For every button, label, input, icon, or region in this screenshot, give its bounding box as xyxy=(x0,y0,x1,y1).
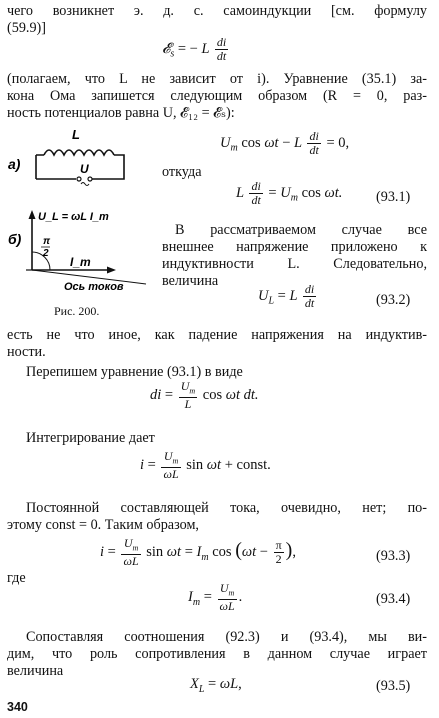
text-line: Интегрирование дает xyxy=(26,430,155,446)
fig-label-U: U xyxy=(80,162,89,176)
text-line: чего возникнет э. д. с. самоиндукции [см. формулу xyxy=(7,3,427,19)
page-number: 340 xyxy=(7,700,28,714)
fig-label-2: 2 xyxy=(43,248,49,259)
text-line: величина xyxy=(162,273,219,289)
text-line: индуктивности L. Следовательно, xyxy=(162,256,427,272)
figure-phasor-diagram xyxy=(6,208,156,296)
text-line: ность потенциалов равна U, 𝓔₁₂ = 𝓔ₛ): xyxy=(7,105,235,121)
fig-label-UL: U_L = ωL I_m xyxy=(38,211,109,223)
fig-label-pi: π xyxy=(43,236,51,247)
eq-number: (93.2) xyxy=(376,292,411,308)
text-line: дим, что роль сопротивления в данном случае играет xyxy=(7,646,427,662)
text-line: величина xyxy=(7,663,64,679)
fig-label-b: б) xyxy=(8,231,22,247)
text-line: внешнее напряжение приложено к xyxy=(162,239,427,255)
text-line: ности. xyxy=(7,344,46,360)
fig-label-Im: I_m xyxy=(70,255,91,269)
text-line: Перепишем уравнение (93.1) в виде xyxy=(26,364,243,380)
arrow-right-icon xyxy=(107,267,116,274)
eq-number: (93.3) xyxy=(376,548,411,564)
arrow-up-icon xyxy=(29,210,36,219)
formula-93-3: i = $\frac{U_m}{\omega L}$ $\sin \omega t = I_m$ cos (ωt − $\frac{\pi}{2}$ ), xyxy=(100,536,296,569)
formula-self-induction-emf: 𝓔$_s$ = − L $\frac{di}{dt}$ xyxy=(162,35,227,63)
formula-93-2: $U_L = L$ $\frac{di}{dt}$ xyxy=(258,282,315,310)
formula-ohm-law: $U_m$ cos ωt − L $\frac{di}{dt}$ = 0, xyxy=(220,129,350,157)
inductor-coil-icon xyxy=(44,150,114,155)
text-line: кона Ома запишется следующим образом (R = 0, раз- xyxy=(7,88,427,104)
figure-caption: Рис. 200. xyxy=(54,304,100,318)
text-line: где xyxy=(7,570,26,586)
text-line: В рассматриваемом случае все xyxy=(175,222,427,238)
eq-number: (93.1) xyxy=(376,189,411,205)
formula-93-5: $X_L = \omega L$, xyxy=(190,676,242,695)
text-line: есть не что иное, как падение напряжения на индуктив- xyxy=(7,327,427,343)
formula-di: di = $\frac{U_m}{L}$ cos ωt dt. xyxy=(150,379,259,412)
text-line: Сопоставляя соотношения (92.3) и (93.4), мы ви- xyxy=(26,629,427,645)
text-line: (59.9)] xyxy=(7,20,47,36)
formula-93-1: L $\frac{di}{dt}$ = $U_m$ cos ωt. xyxy=(236,179,343,207)
figure-circuit xyxy=(6,125,156,197)
formula-integral: i = $\frac{U_m}{\omega L}$ sin ωt + const. xyxy=(140,449,271,482)
eq-number: (93.4) xyxy=(376,591,411,607)
text-line: Постоянной составляющей тока, очевидно, нет; по- xyxy=(26,500,427,516)
text-line: этому const = 0. Таким образом, xyxy=(7,517,199,533)
fig-label-a: а) xyxy=(8,156,21,172)
text-line: откуда xyxy=(162,164,202,180)
formula-93-4: $I_m$ = $\frac{U_m}{\omega L}$ . xyxy=(188,581,243,614)
eq-number: (93.5) xyxy=(376,678,411,694)
ac-source-icon xyxy=(81,183,89,186)
fig-label-L: L xyxy=(72,127,80,142)
fig-label-axis: Ось токов xyxy=(64,281,124,293)
text-line: (полагаем, что L не зависит от i). Уравнение (35.1) за- xyxy=(7,71,427,87)
